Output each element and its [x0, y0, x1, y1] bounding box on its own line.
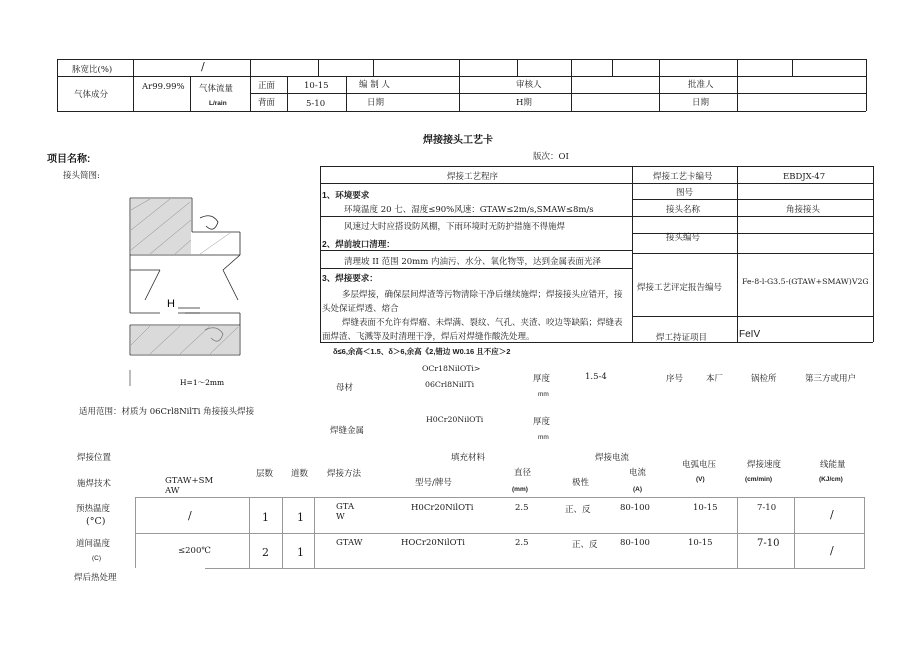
- gas-composition-value: Ar99.99%: [142, 82, 185, 92]
- row2-amps: 80-100: [620, 538, 650, 548]
- gas-composition-label: 气体成分: [74, 90, 109, 100]
- row1-layers: 1: [262, 511, 269, 524]
- hdr-layers: 层数: [256, 469, 274, 479]
- weld-req-title: 3、焊接要求：: [322, 273, 378, 283]
- param-label-preheat: 预热温度: [76, 504, 111, 514]
- base-metal-top: OCr18NilOTi>: [422, 364, 481, 373]
- reviewed-by-label: 审核人: [516, 80, 542, 90]
- inspection-boiler-label: 锅检所: [751, 374, 777, 384]
- hdr-diameter: 直径: [514, 468, 532, 478]
- drawing-number-label: 图号: [676, 188, 694, 198]
- joint-sketch-label: 接头简图:: [63, 171, 100, 181]
- row1-polarity: 正、反: [565, 505, 591, 515]
- technique-value: GTAW+SMAW: [165, 476, 214, 496]
- weld-metal-value: H0Cr20NilOTi: [426, 415, 484, 424]
- hdr-energy: 线能量: [820, 460, 846, 470]
- base-metal-bottom: 06Crl8NillTi: [425, 380, 475, 389]
- pulse-ratio-label: 脉宽比(%): [72, 65, 113, 75]
- hdr-amps-unit: (A): [633, 486, 643, 493]
- hdr-speed-unit: (cm/min): [745, 476, 773, 483]
- row2-method: GTAW: [336, 538, 363, 548]
- param-label-technique: 施焊技术: [77, 479, 112, 489]
- thickness-label-2: 厚度: [533, 417, 551, 427]
- param-label-interpass: 道间温度: [76, 539, 111, 549]
- row2-volts: 10-15: [688, 538, 713, 548]
- front-value: 10-15: [304, 81, 329, 91]
- front-label: 正面: [258, 81, 276, 91]
- hdr-model: 型号/牌号: [415, 478, 452, 488]
- hdr-diameter-unit: (mm): [512, 486, 528, 493]
- row1-passes: 1: [297, 511, 304, 524]
- compiled-by-label: 编 制 人: [359, 80, 390, 90]
- param-label-position: 焊接位置: [77, 453, 112, 463]
- hdr-energy-unit: (KJ/cm): [819, 476, 843, 483]
- prep-title: 2、焊前坡口清理：: [322, 239, 395, 249]
- row1-volts: 10-15: [693, 503, 718, 513]
- hdr-amps: 电流: [629, 468, 647, 478]
- gas-flow-unit: L/rain: [209, 100, 227, 107]
- thickness-unit-2: mm: [538, 434, 549, 441]
- param-label-preheat-unit: (°C): [86, 516, 106, 527]
- scope-text: 适用范围：材质为 06Crl8NilTi 角接接头焊接: [79, 407, 255, 417]
- row1-amps: 80-100: [620, 503, 650, 513]
- base-metal-label: 母材: [336, 383, 354, 393]
- hdr-speed: 焊接速度: [747, 460, 782, 470]
- welder-cert-label: 焊工持证项目: [656, 333, 708, 343]
- row1-model: H0Cr20NilOTi: [411, 503, 474, 513]
- welder-cert-value: FeIV: [739, 329, 761, 340]
- sketch-h-label: H: [167, 298, 175, 310]
- hdr-polarity: 极性: [572, 478, 590, 488]
- row2-energy: /: [830, 544, 834, 557]
- hdr-current: 焊接电流: [595, 453, 630, 463]
- card-title: 焊接接头工艺卡: [423, 135, 493, 146]
- param-label-interpass-unit: (C): [92, 555, 102, 562]
- surface-line: 焊缝表面不允许有焊瘤、未焊满、裂纹、气孔、夹渣、咬边等缺陷；焊缝表面焊渣、飞溅等及时清理干净，焊后对焊缝作酸洗处理。: [322, 318, 623, 342]
- version-label: 版次：OI: [533, 152, 569, 162]
- inspection-seq-label: 序号: [666, 374, 684, 384]
- card-number-label: 焊接工艺卡编号: [653, 172, 713, 182]
- back-label: 背面: [258, 98, 276, 108]
- pulse-ratio-value: /: [201, 60, 205, 73]
- thickness-value: 1.5-4: [585, 372, 607, 382]
- thickness-label: 厚度: [533, 374, 551, 384]
- date-label-3: 日期: [692, 98, 710, 108]
- date-label-2: H期: [516, 98, 532, 108]
- gas-flow-label: 气体流量: [199, 84, 234, 94]
- row2-polarity: 正、反: [572, 540, 598, 550]
- preheat-value: /: [188, 509, 192, 522]
- row2-diameter: 2.5: [515, 538, 529, 548]
- pqr-value: Fe-8-l-G3.5-(GTAW+SMAW)V2G: [742, 277, 869, 286]
- hdr-voltage-unit: (V): [696, 476, 705, 483]
- row1-method: GTAW: [336, 502, 355, 522]
- row1-speed: 7-10: [757, 503, 777, 513]
- prep-line: 清理坡 II 范围 20mm 内油污、水分、氧化物等，达到金属表面光泽: [344, 257, 601, 267]
- row2-model: HOCr20NilOTi: [401, 538, 465, 548]
- date-label-1: 日期: [367, 98, 385, 108]
- hdr-passes: 道数: [291, 469, 309, 479]
- row2-passes: 1: [297, 546, 304, 559]
- inspection-factory-label: 本厂: [706, 374, 724, 384]
- joint-name-value: 角接接头: [786, 205, 821, 215]
- param-label-pwht: 焊后热处理: [74, 573, 117, 583]
- project-name-label: 项目名称:: [47, 154, 91, 165]
- thickness-unit: mm: [538, 391, 549, 398]
- joint-sketch-diagram: [120, 190, 270, 390]
- env-line-1: 环境温度 20 七、湿度≤90%风速：GTAW≤2m/s,SMAW≤8m/s: [344, 205, 594, 215]
- row2-layers: 2: [262, 546, 269, 559]
- env-title: 1、环境要求: [322, 190, 370, 200]
- env-line-2: 风速过大时应搭设防风棚，下雨环境时无防护措施不得施焊: [344, 222, 566, 232]
- sketch-caption: H=1～2mm: [180, 378, 225, 387]
- card-number-value: EBDJX-47: [783, 172, 826, 182]
- approved-by-label: 批准人: [688, 80, 714, 90]
- row2-speed: 7-10: [757, 538, 780, 549]
- hdr-method: 焊接方法: [327, 469, 362, 479]
- row1-diameter: 2.5: [515, 503, 529, 513]
- weld-req-line: 多层焊接，确保层间焊渣等污物清除干净后继续施焊；焊接接头应错开，接头处保证焊透、熔合: [322, 290, 623, 314]
- hdr-voltage: 电弧电压: [682, 460, 717, 470]
- hdr-filler: 填充材料: [451, 453, 486, 463]
- weld-metal-label: 焊缝金属: [330, 426, 365, 436]
- reinforcement-note: δ≤6,余高＜1.5、δ＞6,余高《2,错边 W0.16 且不应＞2: [333, 347, 511, 356]
- joint-number-label: 接头编号: [666, 233, 701, 243]
- row1-energy: /: [830, 508, 834, 521]
- procedure-header: 焊接工艺程序: [447, 172, 499, 182]
- inspection-third-label: 第三方或用户: [805, 374, 857, 384]
- pqr-label: 焊接工艺评定报告编号: [637, 283, 723, 293]
- joint-name-label: 接头名称: [666, 205, 701, 215]
- interpass-value: ≤200℃: [178, 546, 211, 556]
- back-value: 5-10: [306, 99, 326, 109]
